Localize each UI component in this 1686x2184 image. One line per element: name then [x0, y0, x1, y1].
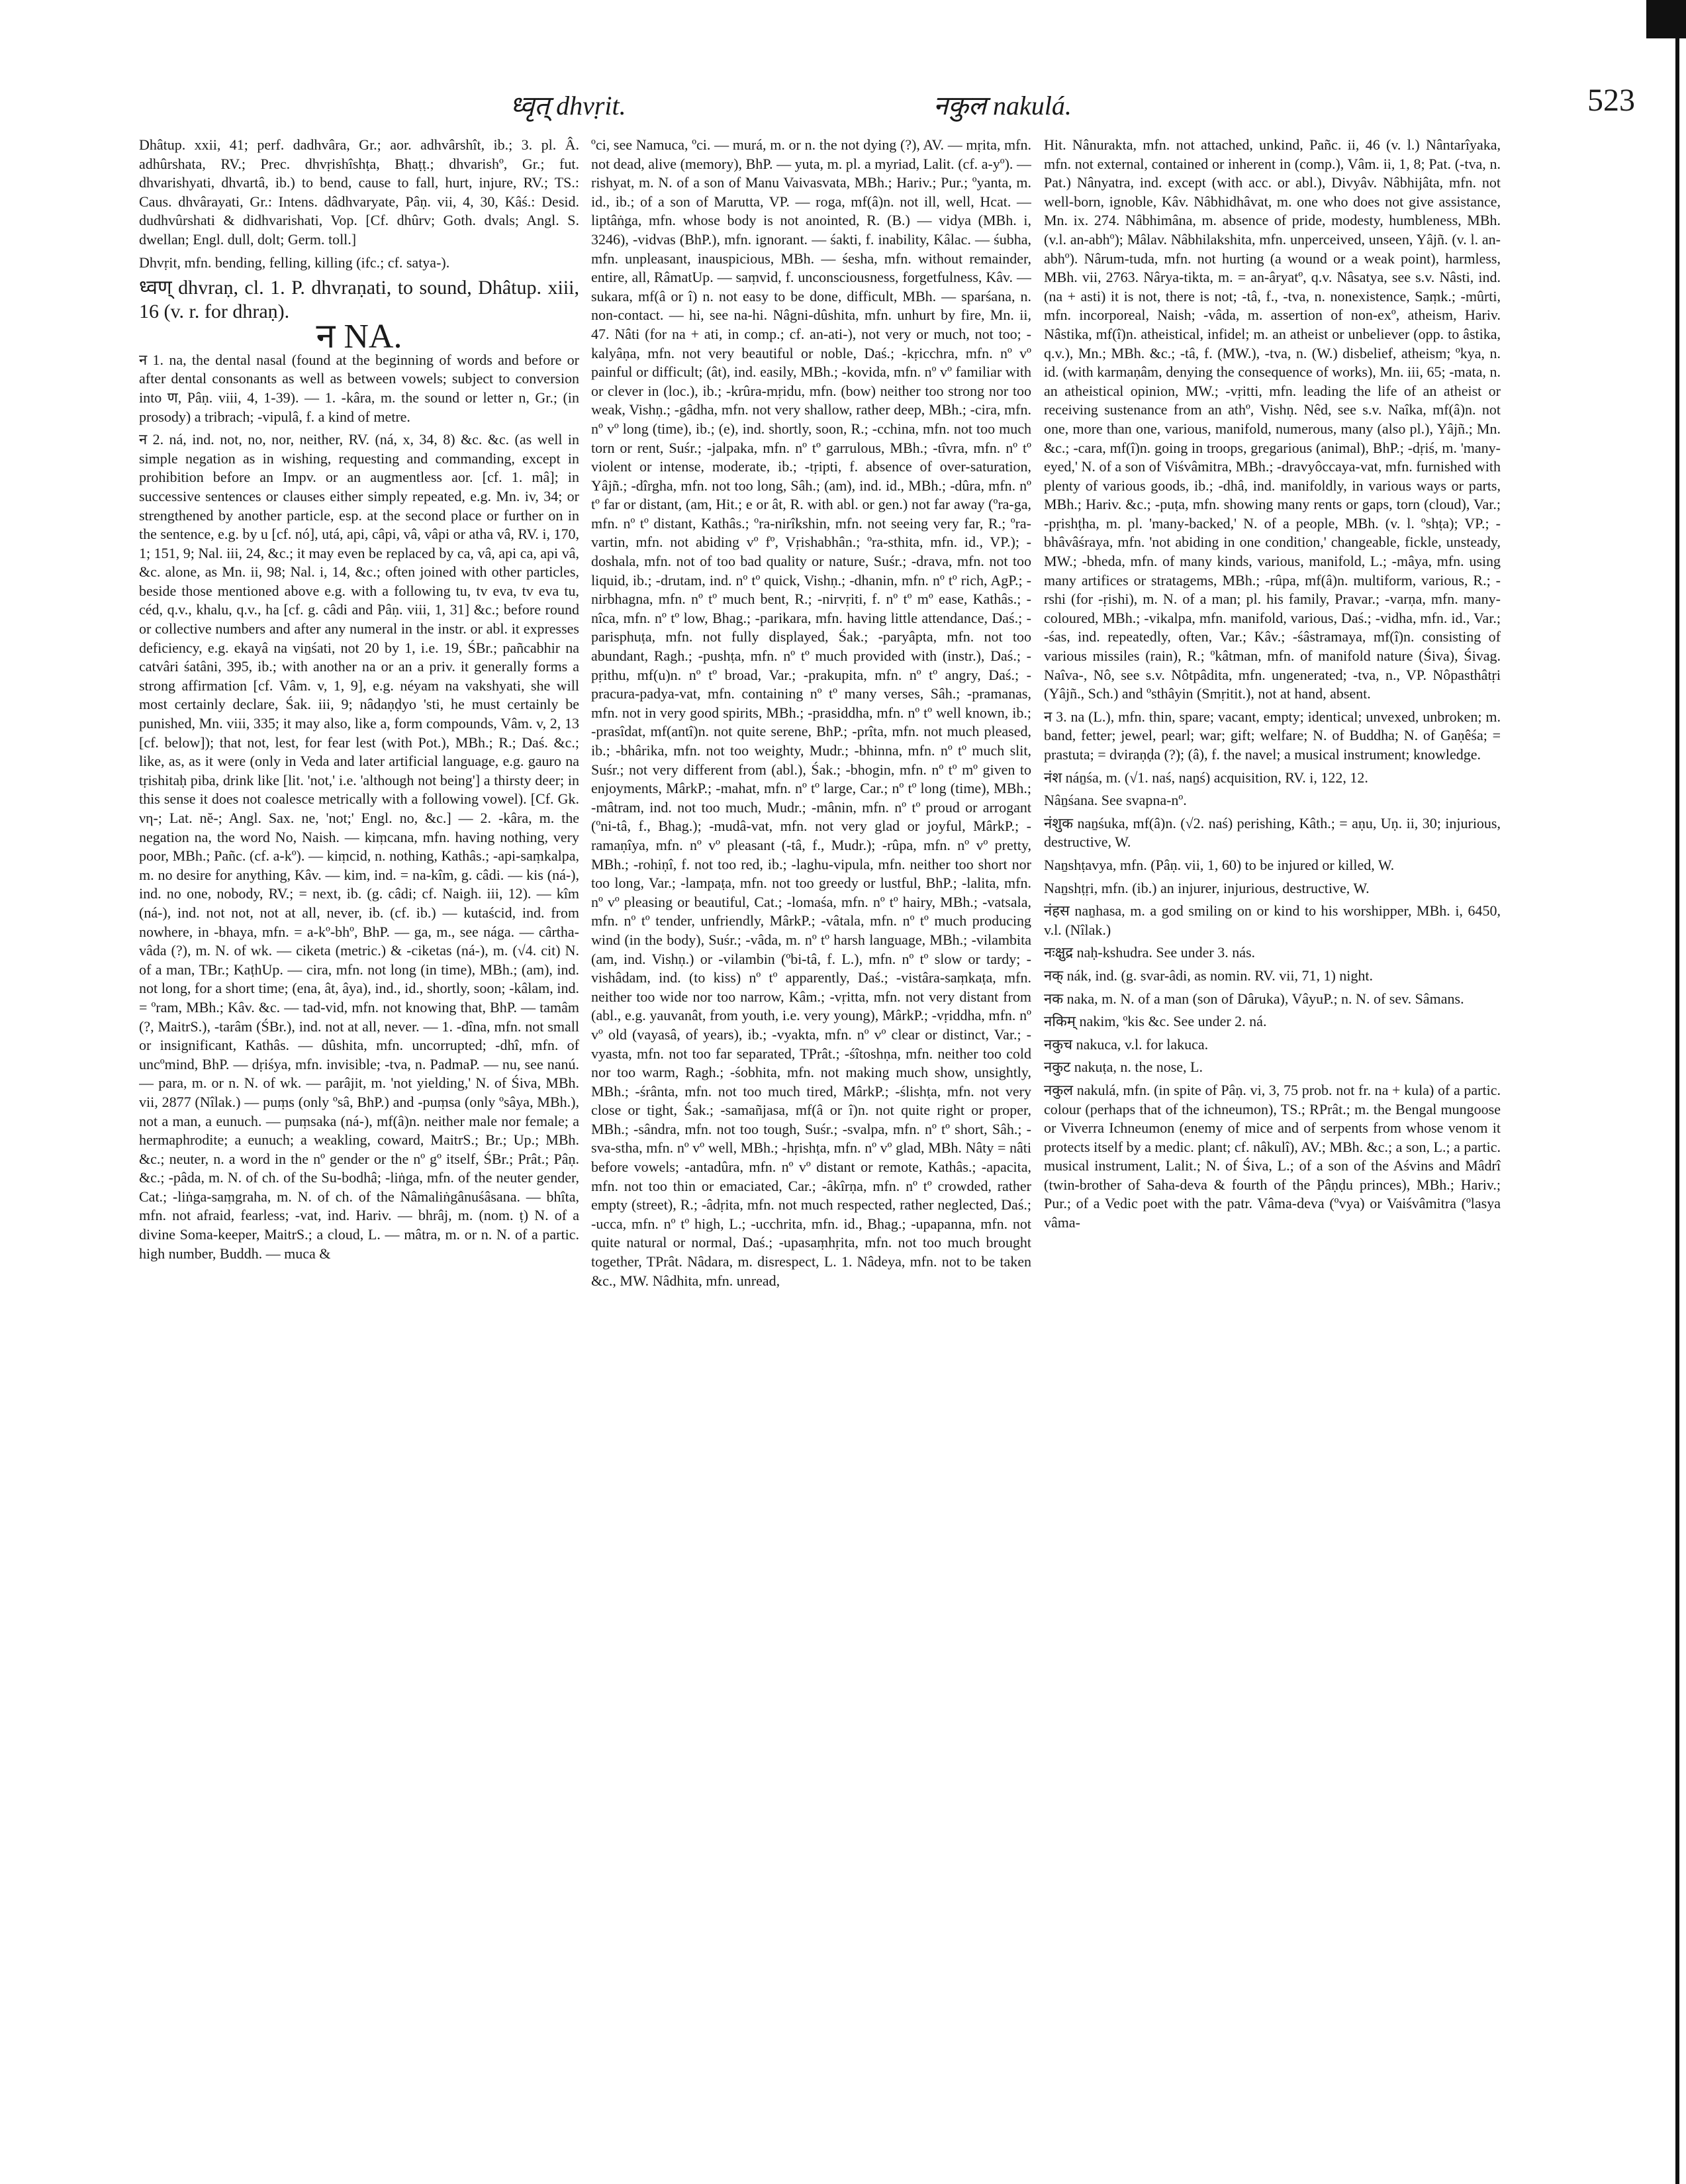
entry-naka: नक naka, m. N. of a man (son of Dâruka), VâyuP.; n. N. of sev. Sâmans.	[1044, 990, 1464, 1007]
entry-nansa: नंश náṉśa, m. (√1. naś, naṉś) acquisition, RV. i, 122, 12.	[1044, 769, 1368, 786]
entry-na-2-cont-2: Hit. Nânurakta, mfn. not attached, unkind, Pañc. ii, 46 (v. l.) Nântarîyaka, mfn. not external, contained or inherent in (comp.), Vâm. ii, 1, 8; Pat. (-tva, n. Pat.) Nânyatra, ind. except (with acc. or abl.), Divyâv. Nâbhijâta, mfn. not well-born, ignoble, Kâv. Nâbhidhâvat, m. one who does not give assistance, Mn. ix. 274. Nâbhimâna, m. absence of pride, modesty, humbleness, MBh. (v.l. an-abhº); Mâlav. Nâbhilakshita, mfn. unperceived, unseen, Yâjñ. (v. l. an-abhº). Nârum-tuda, mfn. not hurting (a wound or a weak point), harmless, MBh. vii, 2763. Nârya-tikta, m. = an-âryatº, q.v. Nâsatya, see s.v. Nâsti, ind. (na + asti) it is not, there is not; -tâ, f., -tva, n. nonexistence, Saṃk.; -mûrti, mfn. incorporeal, Naish; -vâda, m. assertion of non-exº, atheism, Hariv. Nâstika, mf(î)n. atheistical, infidel; m. an atheist or unbeliever (opp. to âstika, q.v.), Mn.; MBh. &c.; -tâ, f. (MW.), -tva, n. (W.) disbelief, atheism; ºkya, n. id. (with karmaṇâm, denying the consequence of works), Mn. iii, 65; -mata, n. an atheistical opinion, MW.; -vṛitti, mfn. leading the life of an atheist or receiving sustenance from an athº, Vishṇ. Nêd, see s.v. Naîka, mf(â)n. not one, more than one, various, manifold, numerous, many (also pl.), Yâjñ.; Mn. &c.; -cara, mf(î)n. going in troops, gregarious (animal), BhP.; -dṛiś, m. 'many-eyed,' N. of a son of Viśvâmitra, MBh.; -dravyôccaya-vat, mfn. furnished with plenty of various goods, ib.; -dhâ, ind. manifoldly, in various ways or parts, MBh.; Hariv. &c.; -puṭa, mfn. showing many rents or gaps, torn (cloud), Var.; -pṛishṭha, m. pl. 'many-backed,' N. of a people, MBh. (v. l. ºshṭa); VP.; -bhâvâśraya, mfn. 'not abiding in one condition,' changeable, fickle, unsteady, MW.; -bheda, mfn. of many kinds, various, manifold, L.; -mâya, mfn. using many artifices or stratagems, MBh.; -rûpa, mf(â)n. multiform, various, R.; -rshi (for -ṛishi), m. N. of a man; pl. his family, Pravar.; -varṇa, mfn. many-coloured, MBh.; -vikalpa, mfn. manifold, various, Daś.; -vidha, mfn. id., Var.; -śas, ind. repeatedly, often, Var.; Kâv.; -śâstramaya, mf(î)n. consisting of various missiles (rain), R.; ºkâtman, mfn. of manifold nature (Śiva), Śivag. Naîva-, Nô, see s.v. Nôtpâdita, mfn. ungenerated; -tva, n., VP. Nôpasthâtṛi (Yâjñ., Sch.) and ºsthâyin (Smṛitit.), not at hand, absent.	[1044, 136, 1501, 702]
header-left-guideword: ध्वृत् dhvṛit.	[510, 91, 626, 120]
entry-nakim: नकिम् nakim, ºkis &c. See under 2. ná.	[1044, 1013, 1267, 1030]
column-2	[591, 136, 1031, 2142]
entry-nansana: Nâṉśana. See svapna-nº.	[1044, 792, 1187, 809]
page-edge-line	[1675, 38, 1679, 2184]
entry-nakuca: नकुच nakuca, v.l. for lakuca.	[1044, 1035, 1209, 1053]
page-header	[139, 79, 1635, 126]
entry-na-3: न 3. na (L.), mfn. thin, spare; vacant, empty; identical; unvexed, unbroken; m. band, fetter; jewel, pearl; war; gift; welfare; N. of Buddha; N. of Gaṇêśa; = prastuta; = dviraṇḍa (?); (â), f. the navel; a musical instrument; knowledge.	[1044, 708, 1501, 763]
entry-nanhasa: नंहस naṉhasa, m. a god smiling on or kind to his worshipper, MBh. i, 6450, v.l. (Nîlak.)	[1044, 902, 1501, 938]
column-3	[1044, 136, 1501, 2142]
entry-nah-kshudra: नःक्षुद्र naḥ-kshudra. See under 3. nás.	[1044, 944, 1256, 961]
entry-dhvran: ध्वण् dhvraṇ, cl. 1. P. dhvraṇati, to sound, Dhâtup. xiii, 16 (v. r. for dhraṇ).	[139, 277, 579, 323]
entry-nakuta: नकुट nakuṭa, n. the nose, L.	[1044, 1059, 1203, 1076]
entry-dhvri-cont: Dhâtup. xxii, 41; perf. dadhvâra, Gr.; aor. adhvârshît, ib.; 3. pl. Â. adhûrshata, RV.; Prec. dhvṛishîshṭa, Bhaṭṭ.; dhvarishº, Gr.; fut. dhvarishyati, dhvartâ, ib.) to bend, cause to fall, hurt, injure, RV.; TS.: Caus. dhvârayati, Gr.: Intens. dâdhvaryate, Pâṇ. vii, 4, 30, Kâś.: Desid. dudhvûrshati & didhvarishati, Vop. [Cf. dhûrv; Goth. dvals; Angl. S. dwellan; Engl. dull, dolt; Germ. toll.]	[139, 136, 579, 248]
entry-na-1: न 1. na, the dental nasal (found at the beginning of words and before or after dental consonants as well as between vowels; subject to conversion into ण, Pâṇ. viii, 4, 1-39). — 1. -kâra, m. the sound or letter n, Gr.; (in prosody) a tribrach; -vipulâ, f. a kind of metre.	[139, 351, 579, 425]
entry-nakula: नकुल nakulá, mfn. (in spite of Pâṇ. vi, 3, 75 prob. not fr. na + kula) of a partic. colour (perhaps that of the ichneumon), TS.; RPrât.; m. the Bengal mungoose or Viverra Ichneumon (enemy of mice and of serpents from whose venom it protects itself by a medic. plant; cf. nâkulî), AV.; MBh. &c.; a son, L.; a partic. musical instrument, Lalit.; N. of Śiva, L.; of a son of the Aśvins and Mâdrî (twin-brother of Saha-deva & fourth of the Pâṇḍu princes), MBh.; Hariv.; Pur.; of a Vedic poet with the patr. Vâma-deva (ºvya) or Vaiśvâmitra (ºlasya vâma-	[1044, 1081, 1501, 1231]
entry-nanshtri: Naṉshṭṛi, mfn. (ib.) an injurer, injurious, destructive, W.	[1044, 879, 1370, 896]
entry-na-2-cont: ºci, see Namuca, ºci. — murá, m. or n. the not dying (?), AV. — mṛita, mfn. not dead, alive (memory), BhP. — yuta, m. pl. a myriad, Lalit. (cf. a-yº). — rishyat, m. N. of a son of Manu Vaivasvata, MBh.; Hariv.; Pur.; ºyanta, m. id., ib.; of a son of Marutta, VP. — roga, mf(â)n. not ill, well, Hcat. — liptâṅga, mfn. whose body is not anointed, R. (B.) — vidya (MBh. i, 3246), -vidvas (BhP.), mfn. ignorant. — śakti, f. inability, Kâlac. — śubha, mfn. unpleasant, inauspicious, MBh. — śesha, mfn. without remainder, entire, all, RâmatUp. — saṃvid, f. unconsciousness, forgetfulness, Kâv. — sukara, mf(â or î) n. not easy to be done, difficult, MBh. — sparśana, n. non-contact. — hi, see na-hi. Nâgni-dûshita, mfn. unhurt by fire, Mn. ii, 47. Nâti (for na + ati, in comp.; cf. an-ati-), not very or much, not too; -kalyâṇa, mfn. not very beautiful or noble, Daś.; -kṛicchra, mfn. nº vº painful or difficult; (ât), ind. easily, MBh.; -kovida, mfn. nº vº familiar with or clever in (loc.), ib.; -krûra-mṛidu, mfn. (bow) neither too strong nor too weak, Vishṇ.; -gâdha, mfn. not very shallow, rather deep, MBh.; -cira, mfn. nº vº long (time), ib.; (e), ind. shortly, soon, R.; -cchina, mfn. not too much torn or rent, Suśr.; -jalpaka, mfn. nº tº garrulous, MBh.; -tîvra, mfn. nº tº violent or intense, moderate, ib.; -tṛipti, f. absence of over-saturation, Yâjñ.; -dîrgha, mfn. not too long, Sâh.; (am), ind. id., MBh.; -dûra, mfn. nº tº far or distant, (am, Hit.; e or ât, R. with abl. or gen.) not far away (ºra-ga, mfn. nº tº distant, Kathâs.; ºra-nirîkshin, mfn. not seeing very far, R.; ºra-vartin, mfn. not abiding vº fº, Vṛishabhân.; ºra-sthita, mfn. id., VP.); -doshala, mfn. not of too bad quality or nature, Suśr.; -drava, mfn. not too liquid, ib.; -drutam, ind. nº tº quick, Vishṇ.; -dhanin, mfn. nº tº rich, AgP.; -nirbhagna, mfn. nº tº much bent, R.; -nirvṛiti, f. nº tº mº ease, Kathâs.; -nîca, mfn. nº tº low, Bhag.; -parikara, mfn. having little attendance, Daś.; -parisphuṭa, mfn. not fully displayed, Śak.; -paryâpta, mfn. not too abundant, Ragh.; -pushṭa, mfn. nº tº much provided with (instr.), Daś.; -pṛithu, mf(u)n. nº tº broad, Var.; -prakupita, mfn. nº tº angry, Daś.; -pracura-padya-vat, mfn. containing nº tº many verses, Sâh.; -pramanas, mfn. not in very good spirits, MBh.; -prasiddha, mfn. nº tº well known, ib.; -prasîdat, mf(antî)n. not quite serene, BhP.; -prîta, mfn. not much pleased, ib.; -bhârika, mfn. not too weighty, Mudr.; -bhinna, mfn. nº tº much slit, Suśr.; not very different from (abl.), Śak.; -bhogin, mfn. nº tº mº given to enjoyments, MârkP.; -mahat, mfn. nº tº large, Car.; nº tº long (time), MBh.; -mâtram, ind. not too much, Mudr.; -mânin, mfn. nº tº proud or arrogant (ºni-tâ, f., Bhag.); -mudâ-vat, mfn. not very glad or joyful, MârkP.; -ramaṇîya, mfn. nº vº pleasant (-tâ, f., Mudr.); -rûpa, mfn. nº vº pretty, MBh.; -rohiṇî, f. not too red, ib.; -laghu-vipula, mfn. neither too short nor too long, Var.; -lampaṭa, mfn. not too greedy or lustful, BhP.; -lalita, mfn. nº vº pleasing or beautiful, Cat.; -lomaśa, mfn. nº tº hairy, MBh.; -vatsala, mfn. nº tº tender, unfriendly, MârkP.; -vâtala, mfn. nº tº much producing wind (in the body), Suśr.; -vâda, m. nº tº harsh language, MBh.; -vilambita (am, ind. Vishṇ.) or -vilambin (ºbi-tâ, f. L.), mfn. nº tº slow or tardy; -vishâdam, ind. (to kiss) nº tº apparently, Daś.; -vistâra-saṃkaṭa, mfn. neither too wide nor too narrow, Kâm.; -vṛitta, mfn. not very distant from (abl., e.g. yauvanât, from youth, i.e. very young), MârkP.; -vṛiddha, mfn. nº vº old (vayasâ, of years), ib.; -vyakta, mfn. nº vº clear or distinct, Var.; -vyasta, mfn. not too far separated, TPrât.; -śîtoshṇa, mfn. neither too cold nor too warm, Ragh.; -śobhita, mfn. not making much show, unsightly, MBh.; -śrânta, mfn. not too much tired, MârkP.; -ślishṭa, mfn. not very close or tight, Śak.; -samañjasa, mf(â or î)n. not quite right or proper, MBh.; -sândra, mfn. not too tough, Suśr.; -svalpa, mfn. nº tº short, Sâh.; -sva-stha, mfn. nº vº well, MBh.; -hṛishṭa, mfn. nº vº glad, MBh. Nâty = nâti before vowels; -antadûra, mfn. nº vº distant or remote, Kathâs.; -apacita, mfn. not too thin or emaciated, Car.; -âkîrṇa, mfn. nº tº crowded, rather empty (street), R.; -âdṛita, mfn. not much respected, rather neglected, Daś.; -ucca, mfn. nº tº high, L.; -ucchrita, mfn. id., Bhag.; -upapanna, mfn. not quite natural or normal, Daś.; -upasaṃhṛita, mfn. not too much brought together, TPrât. Nâdara, m. disrespect, L. 1. Nâdeya, mfn. not to be taken &c., MW. Nâdhita, mfn. unread,	[591, 136, 1031, 1289]
section-heading-na: न NA.	[316, 318, 402, 356]
entry-nanshtavya: Naṉshṭavya, mfn. (Pâṇ. vii, 1, 60) to be injured or killed, W.	[1044, 856, 1395, 873]
entry-nak: नक् nák, ind. (g. svar-âdi, as nomin. RV. vii, 71, 1) night.	[1044, 967, 1374, 984]
entry-na-2: न 2. ná, ind. not, no, nor, neither, RV. (ná, x, 34, 8) &c. &c. (as well in simple negation as in wishing, requesting and commanding, except in prohibition before an Impv. or an augmentless aor. [cf. 1. mâ]; in successive sentences or clauses either simply repeated, e.g. Mn. iv, 34; or strengthened by another particle, esp. at the second place or further on in the sentence, e.g. by u [cf. nó], utá, api, câpi, vâ, vâpi or atha vâ, RV. i, 170, 1; 151, 9; Nal. iii, 24, &c.; it may even be replaced by ca, vâ, api ca, api vâ, &c. alone, as Mn. ii, 98; Nal. i, 14, &c.; often joined with other particles, beside those mentioned above e.g. with a following tu, tv eva, tv eva tu, céd, q.v., khalu, q.v., ha [cf. g. câdi and Pâṇ. viii, 1, 31] &c.; before round or collective numbers and after any numeral in the instr. or abl. it expresses deficiency, e.g. ekayâ na viṉśati, not 20 by 1, i.e. 19, ŚBr.; pañcabhir na catvâri śatâni, 395, ib.; with another na or an a priv. it generally forms a strong affirmation [cf. Vâm. v, 1, 9], e.g. néyam na vakshyati, she will most certainly declare, Śak. iii, 9; nâdaṇḍyo 'sti, he must certainly be punished, Mn. viii, 335; it may also, like a, form compounds, Vâm. v, 2, 13 [cf. below]); that not, lest, for fear lest (with Pot.), MBh.; R.; Daś. &c.; like, as, as it were (only in Veda and later artificial language, e.g. gauro na tṛishitaḥ piba, drink like [lit. 'not,' i.e. 'although not being'] a thirsty deer; in this sense it does not coalesce metrically with a following vowel). [Cf. Gk. νη-; Lat. nĕ-; Angl. Sax. ne, 'not;' Engl. no, &c.] — 2. -kâra, m. the negation na, the word No, Naish. — kiṃcana, mfn. having nothing, very poor, MBh.; Pañc. (cf. a-kº). — kiṃcid, n. nothing, Kathâs.; -api-saṃkalpa, m. no desire for anything, Kâv. — kim, ind. = na-kîm, g. câdi. — kis (ná-), ind. no one, nobody, RV.; = next, ib. (g. câdi; cf. Naigh. iii, 12). — kîm (ná-), ind. not not, not at all, never, ib. (cf. ib.) — kutaścid, ind. from nowhere, in -bhaya, mfn. = a-kº-bhº, BhP. — ga, m., see nága. — cârtha-vâda (?), m. N. of wk. — ciketa (metric.) & -ciketas (ná-), m. (√4. cit) N. of a man, TBr.; KaṭhUp. — cira, mfn. not long (in time), MBh.; (am), ind. not long, for a short time; (ena, ât, âya), ind., id., shortly, soon; -kâlam, ind. = ºram, MBh.; Kâv. &c. — tad-vid, mfn. not knowing that, BhP. — tamâm (?, MaitrS.), -tarâm (ŚBr.), ind. not at all, never. — 1. -dîna, mfn. not small or insignificant, Kathâs. — dûshita, mfn. uncorrupted; -dhî, mfn. of uncºmind, BhP. — dṛiśya, mfn. invisible; -tva, n. PadmaP. — nu, see nanú. — para, m. or n. N. of wk. — parâjit, m. 'not yielding,' N. of Śiva, MBh. vii, 2877 (Nîlak.) — puṃs (only ºsâ, BhP.) and -puṃsa (only ºsâya, MBh.), not a man, a eunuch. — puṃsaka (ná-), mf(â)n. neither male nor female; a hermaphrodite; a eunuch; a weakling, coward, MaitrS.; Br.; Up.; MBh. &c.; neuter, n. a word in the nº gender or the nº gº itself, ŚBr.; Prât.; Pâṇ. &c.; -pâda, m. N. of ch. of the Su-bodhâ; -liṅga, mfn. of the neuter gender, Cat.; -liṅga-saṃgraha, m. N. of ch. of the Nâmaliṅgânuśâsana. — bhîta, mfn. not afraid, fearless; -vat, ind. Hariv. — bhrâj, m. (nom. ṭ) N. of a divine Soma-keeper, MaitrS.; a cloud, L. — mâtra, m. or n. N. of a partic. high number, Buddh. — muca &	[139, 431, 579, 1262]
column-1	[139, 136, 579, 2142]
header-right-guideword: नकुल nakulá.	[933, 91, 1072, 120]
entry-nansuka: नंशुक naṉśuka, mf(â)n. (√2. naś) perishing, Kâth.; = aṇu, Uṇ. ii, 30; injurious, destructive, W.	[1044, 814, 1501, 851]
entry-dhvrit: Dhvṛit, mfn. bending, felling, killing (ifc.; cf. satya-).	[139, 254, 450, 271]
page-number: 523	[1587, 83, 1635, 118]
page-edge-bar	[1646, 0, 1686, 38]
